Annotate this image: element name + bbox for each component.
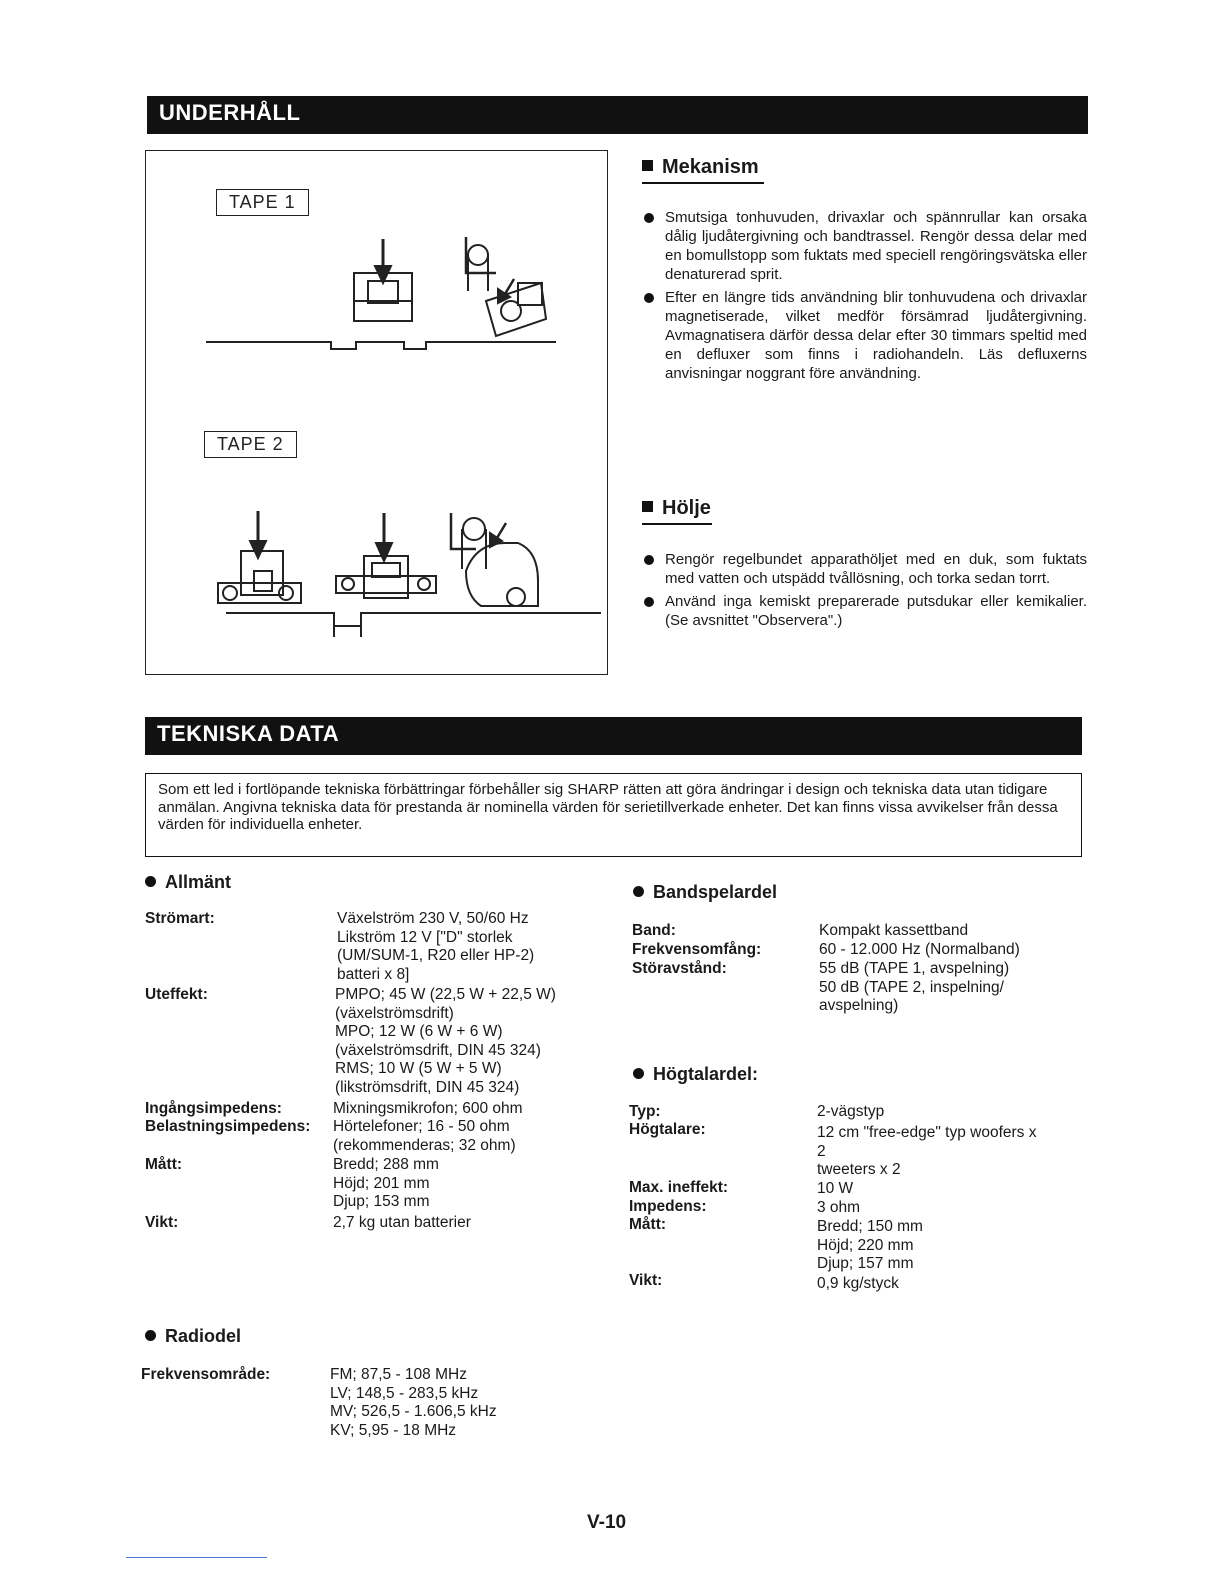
spec-value bbox=[817, 1103, 884, 1122]
radiodel-heading bbox=[145, 1326, 241, 1347]
spec-label: Typ: bbox=[629, 1103, 661, 1120]
spec-line: 12 cm "free-edge" typ woofers x bbox=[817, 1124, 1037, 1141]
spec-label: Frekvensområde: bbox=[141, 1366, 271, 1383]
hogtalardel-heading-text: Högtalardel: bbox=[653, 1064, 759, 1084]
bullet-icon bbox=[644, 213, 654, 223]
spec-label: Vikt: bbox=[629, 1272, 663, 1289]
footer-rule bbox=[126, 1557, 267, 1558]
hogtalardel-heading bbox=[633, 1064, 758, 1085]
bullet-icon bbox=[633, 886, 644, 897]
list-item bbox=[643, 208, 1087, 284]
allmant-specs bbox=[145, 910, 615, 1230]
spec-line: RMS; 10 W (5 W + 5 W) bbox=[335, 1060, 502, 1078]
spec-line: KV; 5,95 - 18 MHz bbox=[330, 1421, 457, 1439]
spec-label: Max. ineffekt: bbox=[629, 1179, 729, 1196]
spec-line: 0,9 kg/styck bbox=[817, 1275, 899, 1292]
bullet-icon bbox=[644, 293, 654, 303]
hogtalardel-specs bbox=[629, 1103, 1082, 1293]
bullet-icon bbox=[644, 555, 654, 565]
spec-line: Hörtelefoner; 16 - 50 ohm bbox=[333, 1118, 510, 1135]
spec-label: Uteffekt: bbox=[145, 986, 208, 1003]
allmant-heading-text: Allmänt bbox=[165, 872, 232, 892]
spec-line: 2 bbox=[817, 1142, 826, 1160]
section-bar-tekniska-data bbox=[145, 717, 1082, 755]
spec-line: MV; 526,5 - 1.606,5 kHz bbox=[330, 1403, 497, 1421]
bullet-icon bbox=[145, 876, 156, 887]
spec-value bbox=[333, 1118, 516, 1155]
spec-line: Djup; 153 mm bbox=[333, 1193, 430, 1211]
spec-value bbox=[333, 1214, 471, 1233]
spec-label: Impedens: bbox=[629, 1198, 707, 1215]
bullet-icon bbox=[644, 597, 654, 607]
holje-heading bbox=[642, 497, 711, 520]
spec-line: Växelström 230 V, 50/60 Hz bbox=[337, 910, 529, 927]
spec-value bbox=[333, 1156, 439, 1212]
spec-value bbox=[819, 922, 968, 941]
list-item-text: Använd inga kemiskt preparerade putsdukar eller kemikalier. (Se avsnittet "Observera".) bbox=[665, 593, 1087, 629]
section-title-underhall: UNDERHÅLL bbox=[159, 100, 301, 125]
spec-line: 50 dB (TAPE 2, inspelning/ bbox=[819, 978, 1004, 996]
bullet-icon bbox=[633, 1068, 644, 1079]
spec-value bbox=[333, 1100, 523, 1119]
spec-line: (likströmsdrift, DIN 45 324) bbox=[335, 1078, 520, 1096]
spec-line: Bredd; 288 mm bbox=[333, 1156, 439, 1173]
square-bullet-icon bbox=[642, 160, 653, 171]
spec-line: 2,7 kg utan batterier bbox=[333, 1214, 471, 1231]
spec-line: MPO; 12 W (6 W + 6 W) bbox=[335, 1023, 503, 1041]
heading-underline bbox=[642, 182, 764, 184]
bandspelardel-heading-text: Bandspelardel bbox=[653, 882, 778, 902]
spec-value bbox=[337, 910, 534, 984]
spec-line: Höjd; 201 mm bbox=[333, 1174, 430, 1192]
list-item-text: Efter en längre tids användning blir tonhuvudena och drivaxlar magnetiserade, vilket medför försämrad ljudåtergivning. Avmagnatisera därför dessa delar efter 30 timmars speltid med en defluxer som finns i radiohandeln. Läs defluxerns anvisningar noggrant före användning. bbox=[665, 289, 1087, 382]
spec-label: Störavstånd: bbox=[632, 960, 727, 977]
spec-line: Höjd; 220 mm bbox=[817, 1236, 914, 1254]
spec-line: PMPO; 45 W (22,5 W + 22,5 W) bbox=[335, 986, 556, 1003]
list-item bbox=[643, 592, 1087, 630]
spec-label: Band: bbox=[632, 922, 676, 939]
section-title-tekniska-data: TEKNISKA DATA bbox=[157, 721, 340, 746]
tape2-label: TAPE 2 bbox=[204, 431, 297, 458]
spec-line: (växelströmsdrift, DIN 45 324) bbox=[335, 1041, 541, 1059]
spec-label: Frekvensomfång: bbox=[632, 941, 762, 958]
holje-list bbox=[643, 550, 1087, 634]
spec-value bbox=[817, 1199, 860, 1218]
holje-heading-text: Hölje bbox=[662, 497, 711, 519]
list-item-text: Rengör regelbundet apparathöljet med en duk, som fuktats med vatten och utspädd tvållösning, och torka sedan torrt. bbox=[665, 551, 1087, 587]
mekanism-heading bbox=[642, 156, 759, 179]
spec-value bbox=[817, 1218, 923, 1274]
spec-line: Kompakt kassettband bbox=[819, 922, 969, 939]
radiodel-heading-text: Radiodel bbox=[165, 1326, 242, 1346]
list-item bbox=[643, 550, 1087, 588]
spec-line: 3 ohm bbox=[817, 1199, 861, 1216]
spec-line: (rekommenderas; 32 ohm) bbox=[333, 1136, 516, 1154]
spec-value bbox=[819, 960, 1009, 1016]
heading-underline bbox=[642, 523, 712, 525]
spec-line: (växelströmsdrift) bbox=[335, 1004, 454, 1022]
spec-line: Likström 12 V ["D" storlek bbox=[337, 928, 513, 946]
tape1-mechanism-drawing bbox=[146, 151, 606, 671]
spec-label: Strömart: bbox=[145, 910, 215, 927]
spec-line: LV; 148,5 - 283,5 kHz bbox=[330, 1384, 479, 1402]
spec-line: 2-vägstyp bbox=[817, 1103, 885, 1120]
bullet-icon bbox=[145, 1330, 156, 1341]
disclaimer-box bbox=[145, 773, 1082, 857]
section-bar-underhall bbox=[147, 96, 1088, 134]
radiodel-specs bbox=[141, 1364, 611, 1444]
spec-line: batteri x 8] bbox=[337, 965, 410, 983]
page-number: V-10 bbox=[587, 1512, 627, 1533]
bandspelardel-heading bbox=[633, 882, 777, 903]
spec-label: Mått: bbox=[629, 1216, 667, 1233]
square-bullet-icon bbox=[642, 501, 653, 512]
spec-line: tweeters x 2 bbox=[817, 1161, 901, 1179]
spec-line: (UM/SUM-1, R20 eller HP-2) bbox=[337, 947, 535, 965]
spec-value bbox=[817, 1180, 853, 1199]
disclaimer-text: Som ett led i fortlöpande tekniska förbättringar förbehåller sig SHARP rätten att göra ändringar i design och tekniska data utan tidigare anmälan. Angivna tekniska data för prestanda är nominella värden för serietillverkade enheter. Det kan finns vissa avvikelser från dessa värden för individuella enheter. bbox=[158, 781, 1058, 833]
tape1-label: TAPE 1 bbox=[216, 189, 309, 216]
spec-line: FM; 87,5 - 108 MHz bbox=[330, 1366, 467, 1383]
spec-label: Högtalare: bbox=[629, 1121, 706, 1138]
spec-line: 60 - 12.000 Hz (Normalband) bbox=[819, 941, 1020, 958]
spec-line: Mixningsmikrofon; 600 ohm bbox=[333, 1100, 523, 1117]
spec-line: 55 dB (TAPE 1, avspelning) bbox=[819, 960, 1010, 977]
mekanism-list bbox=[643, 208, 1087, 387]
spec-label: Mått: bbox=[145, 1156, 183, 1173]
spec-value bbox=[330, 1366, 497, 1440]
spec-value bbox=[817, 1124, 1037, 1180]
spec-line: 10 W bbox=[817, 1180, 854, 1197]
list-item bbox=[643, 288, 1087, 383]
spec-label: Ingångsimpedens: bbox=[145, 1100, 282, 1117]
spec-value bbox=[335, 986, 556, 1098]
bandspelardel-specs bbox=[632, 922, 1082, 1022]
spec-value bbox=[817, 1275, 899, 1294]
spec-line: avspelning) bbox=[819, 997, 899, 1015]
spec-label: Vikt: bbox=[145, 1214, 179, 1231]
spec-label: Belastningsimpedens: bbox=[145, 1118, 311, 1135]
list-item-text: Smutsiga tonhuvuden, drivaxlar och spännrullar kan orsaka dålig ljudåtergivning och bandtrassel. Rengör dessa delar med en bomullstopp som fuktats med speciell rengöringsvätska eller denaturerad sprit. bbox=[665, 209, 1087, 283]
tape-mechanism-figure bbox=[145, 150, 608, 675]
spec-value bbox=[819, 941, 1020, 960]
spec-line: Djup; 157 mm bbox=[817, 1255, 914, 1273]
spec-line: Bredd; 150 mm bbox=[817, 1218, 923, 1235]
allmant-heading bbox=[145, 872, 231, 893]
mekanism-heading-text: Mekanism bbox=[662, 156, 759, 178]
